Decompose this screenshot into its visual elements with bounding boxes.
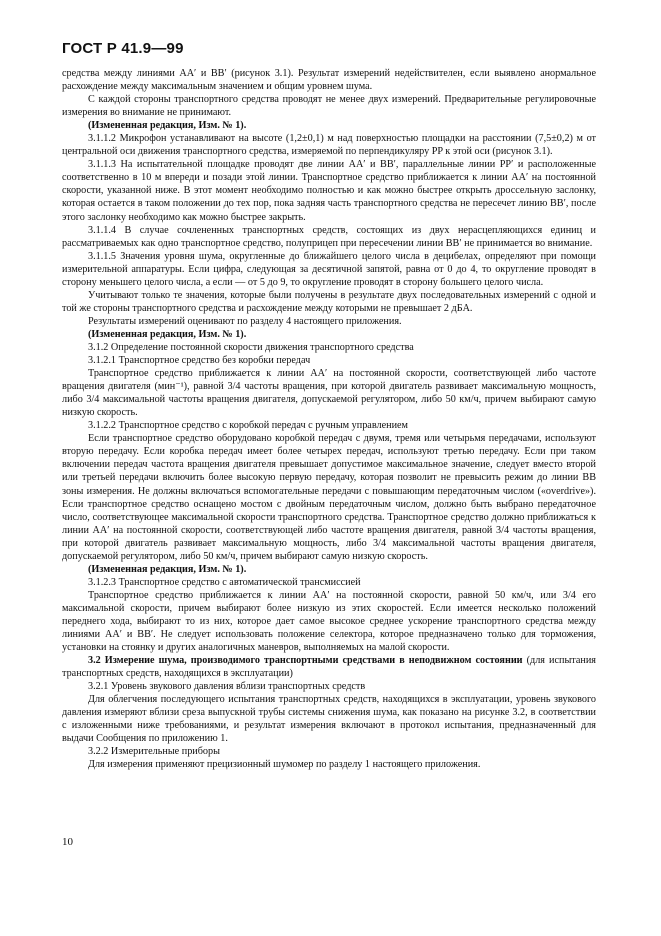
subsection-heading: 3.1.2.2 Транспортное средство с коробкой передач с ручным управлением <box>88 420 408 432</box>
section-heading: 3.1.2 Определение постоянной скорости движения транспортного средства <box>88 341 414 353</box>
section-heading-mixed <box>62 654 596 680</box>
paragraph: Если транспортное средство оборудовано коробкой передач с двумя, тремя или четырьмя передачами, используют вторую передачу. Если коробка передач имеет более четырех передач, используют третью передачу. Если при таком включении передач частота вращения двигателя превышает допустимое максимальное значение, следует вместо второй или третьей передачи включить более высокую первую передачу, которая позволит не превысить режим до линии BB зоны измерения. Не должны включаться вспомогательные передачи с повышающим передаточным числом («overdrive»). Если транспортное средство оснащено мостом с двойным передаточным числом, должно быть выбрано передаточное число, соответствующее максимальной скорости транспортного средства. Транспортное средство должно приближаться к линии AA′ на постоянной скорости, соответствующей либо частоте вращения двигателя, равной 3/4 частоты вращения, при которой двигатель развивает максимальную мощность, либо 3/4 максимальной частоты вращения двигателя, допускаемой регулятором, либо 50 км/ч, причем выбирают самую низкую скорость. <box>62 433 596 562</box>
paragraph: Для измерения применяют прецизионный шумомер по разделу 1 настоящего приложения. <box>88 759 481 771</box>
subsection-heading: 3.1.2.3 Транспортное средство с автоматической трансмиссией <box>88 576 361 588</box>
subsection-heading: 3.2.2 Измерительные приборы <box>88 746 220 758</box>
page-number: 10 <box>62 836 73 848</box>
section-heading-tail: (для испытания транспортных средств, находящихся в эксплуатации) <box>62 655 596 680</box>
paragraph: Для облегчения последующего испытания транспортных средств, находящихся в эксплуатации, уровень звукового давления измеряют вблизи среза выпускной трубы системы снижения шума, как показано на рисунке 3.2, в соответствии с изложенными ниже требованиями, и результат измерения включают в протокол испытания, предназначенный для выдачи Сообщения по приложению 1. <box>62 694 596 745</box>
subsection-heading: 3.1.2.1 Транспортное средство без коробки передач <box>88 355 311 367</box>
standard-header: ГОСТ Р 41.9—99 <box>62 40 184 57</box>
paragraph: Результаты измерений оценивают по разделу 4 настоящего приложения. <box>88 315 402 327</box>
subsection-heading: 3.2.1 Уровень звукового давления вблизи транспортных средств <box>88 681 366 693</box>
section-heading-bold: 3.2 Измерение шума, производимого транспортными средствами в неподвижном состоянии <box>88 655 523 667</box>
paragraph: 3.1.1.4 В случае сочлененных транспортных средств, состоящих из двух нерасцепляющихся единиц и рассматриваемых как одно транспортное средство, полуприцеп при пересечении линии BB′ не принимается во внимание. <box>62 224 596 249</box>
paragraph: Учитывают только те значения, которые были получены в результате двух последовательных измерений с одной и той же стороны транспортного средства и расхождение между которыми не превышает 2 дБA. <box>62 289 596 314</box>
paragraph: средства между линиями AA′ и BB′ (рисунок 3.1). Результат измерений недействителен, если выявлено анормальное расхождение между максимальным значением и общим уровнем шума. <box>62 68 596 93</box>
paragraph: Транспортное средство приближается к линии AA′ на постоянной скорости, соответствующей либо частоте вращения двигателя (мин⁻¹), равной 3/4 частоты вращения, при которой двигатель развивает максимальную мощность, либо 3/4 максимальной частоты вращения двигателя, допускаемой регулятором, либо 50 км/ч, причем выбирают самую низкую скорость. <box>62 368 596 419</box>
amendment-note: (Измененная редакция, Изм. № 1). <box>88 328 247 340</box>
document-body <box>62 67 596 772</box>
amendment-note: (Измененная редакция, Изм. № 1). <box>88 563 247 575</box>
paragraph: Транспортное средство приближается к линии AA′ на постоянной скорости, равной 50 км/ч, или 3/4 его максимальной скорости, причем выбирают более низкую из этих скоростей. Если имеется несколько положений переднего хода, выбирают то из них, которое дает самое высокое среднее ускорение транспортного средства между линиями AA′ и BB′. Не следует использовать положение селектора, которое предназначено только для торможения, установки на стоянку и других аналогичных маневров, выполняемых на малой скорости. <box>62 589 596 654</box>
paragraph: 3.1.1.5 Значения уровня шума, округленные до ближайшего целого числа в децибелах, определяют при помощи измерительной аппаратуры. Если цифра, следующая за десятичной запятой, равна от 0 до 4, то округление проводят в сторону меньшего целого числа, а если — от 5 до 9, то округление проводят в сторону большего целого числа. <box>62 250 596 288</box>
paragraph: 3.1.1.3 На испытательной площадке проводят две линии AA′ и BB′, параллельные линии PP′ и расположенные соответственно в 10 м впереди и позади этой линии. Транспортное средство приближается к линии AA′ на постоянной скорости, указанной ниже. В этот момент необходимо полностью и как можно быстрее открыть дроссельную заслонку, которая остается в таком положении до тех пор, пока задняя часть транспортного средства не пересечет линию BB′, после этого заслонку необходимо как можно быстрее закрыть. <box>62 159 596 223</box>
paragraph: 3.1.1.2 Микрофон устанавливают на высоте (1,2±0,1) м над поверхностью площадки на расстоянии (7,5±0,2) м от центральной оси движения транспортного средства, измеряемой по перпендикуляру PP к этой оси (рисунок 3.1). <box>62 133 596 158</box>
paragraph: С каждой стороны транспортного средства проводят не менее двух измерений. Предварительные регулировочные измерения во внимание не принимают. <box>62 94 596 119</box>
amendment-note: (Измененная редакция, Изм. № 1). <box>88 120 247 132</box>
